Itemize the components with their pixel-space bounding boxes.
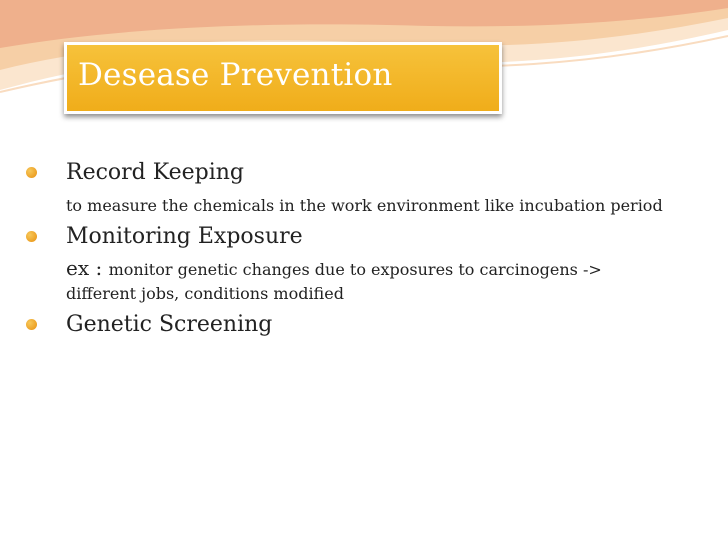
- bullet-label: Monitoring Exposure: [66, 224, 303, 249]
- bullet-item-record-keeping: [22, 158, 672, 188]
- bullet-dot-icon: [26, 167, 37, 178]
- slide-title: Desease Prevention: [78, 57, 393, 93]
- bullet-dot-icon: [26, 231, 37, 242]
- bullet-label: Record Keeping: [66, 160, 244, 185]
- bullet-item-monitoring-exposure: [22, 222, 672, 252]
- bullet-detail: [22, 256, 672, 306]
- bullet-list: [22, 158, 672, 340]
- bullet-label: Genetic Screening: [66, 312, 273, 337]
- title-box: [64, 42, 502, 114]
- bullet-item-genetic-screening: [22, 310, 672, 340]
- bullet-detail: to measure the chemicals in the work environment like incubation period: [66, 196, 663, 215]
- example-prefix: ex :: [66, 256, 109, 280]
- bullet-detail-text: monitor genetic changes due to exposures to carcinogens -> different jobs, conditions modified: [66, 260, 602, 303]
- bullet-dot-icon: [26, 319, 37, 330]
